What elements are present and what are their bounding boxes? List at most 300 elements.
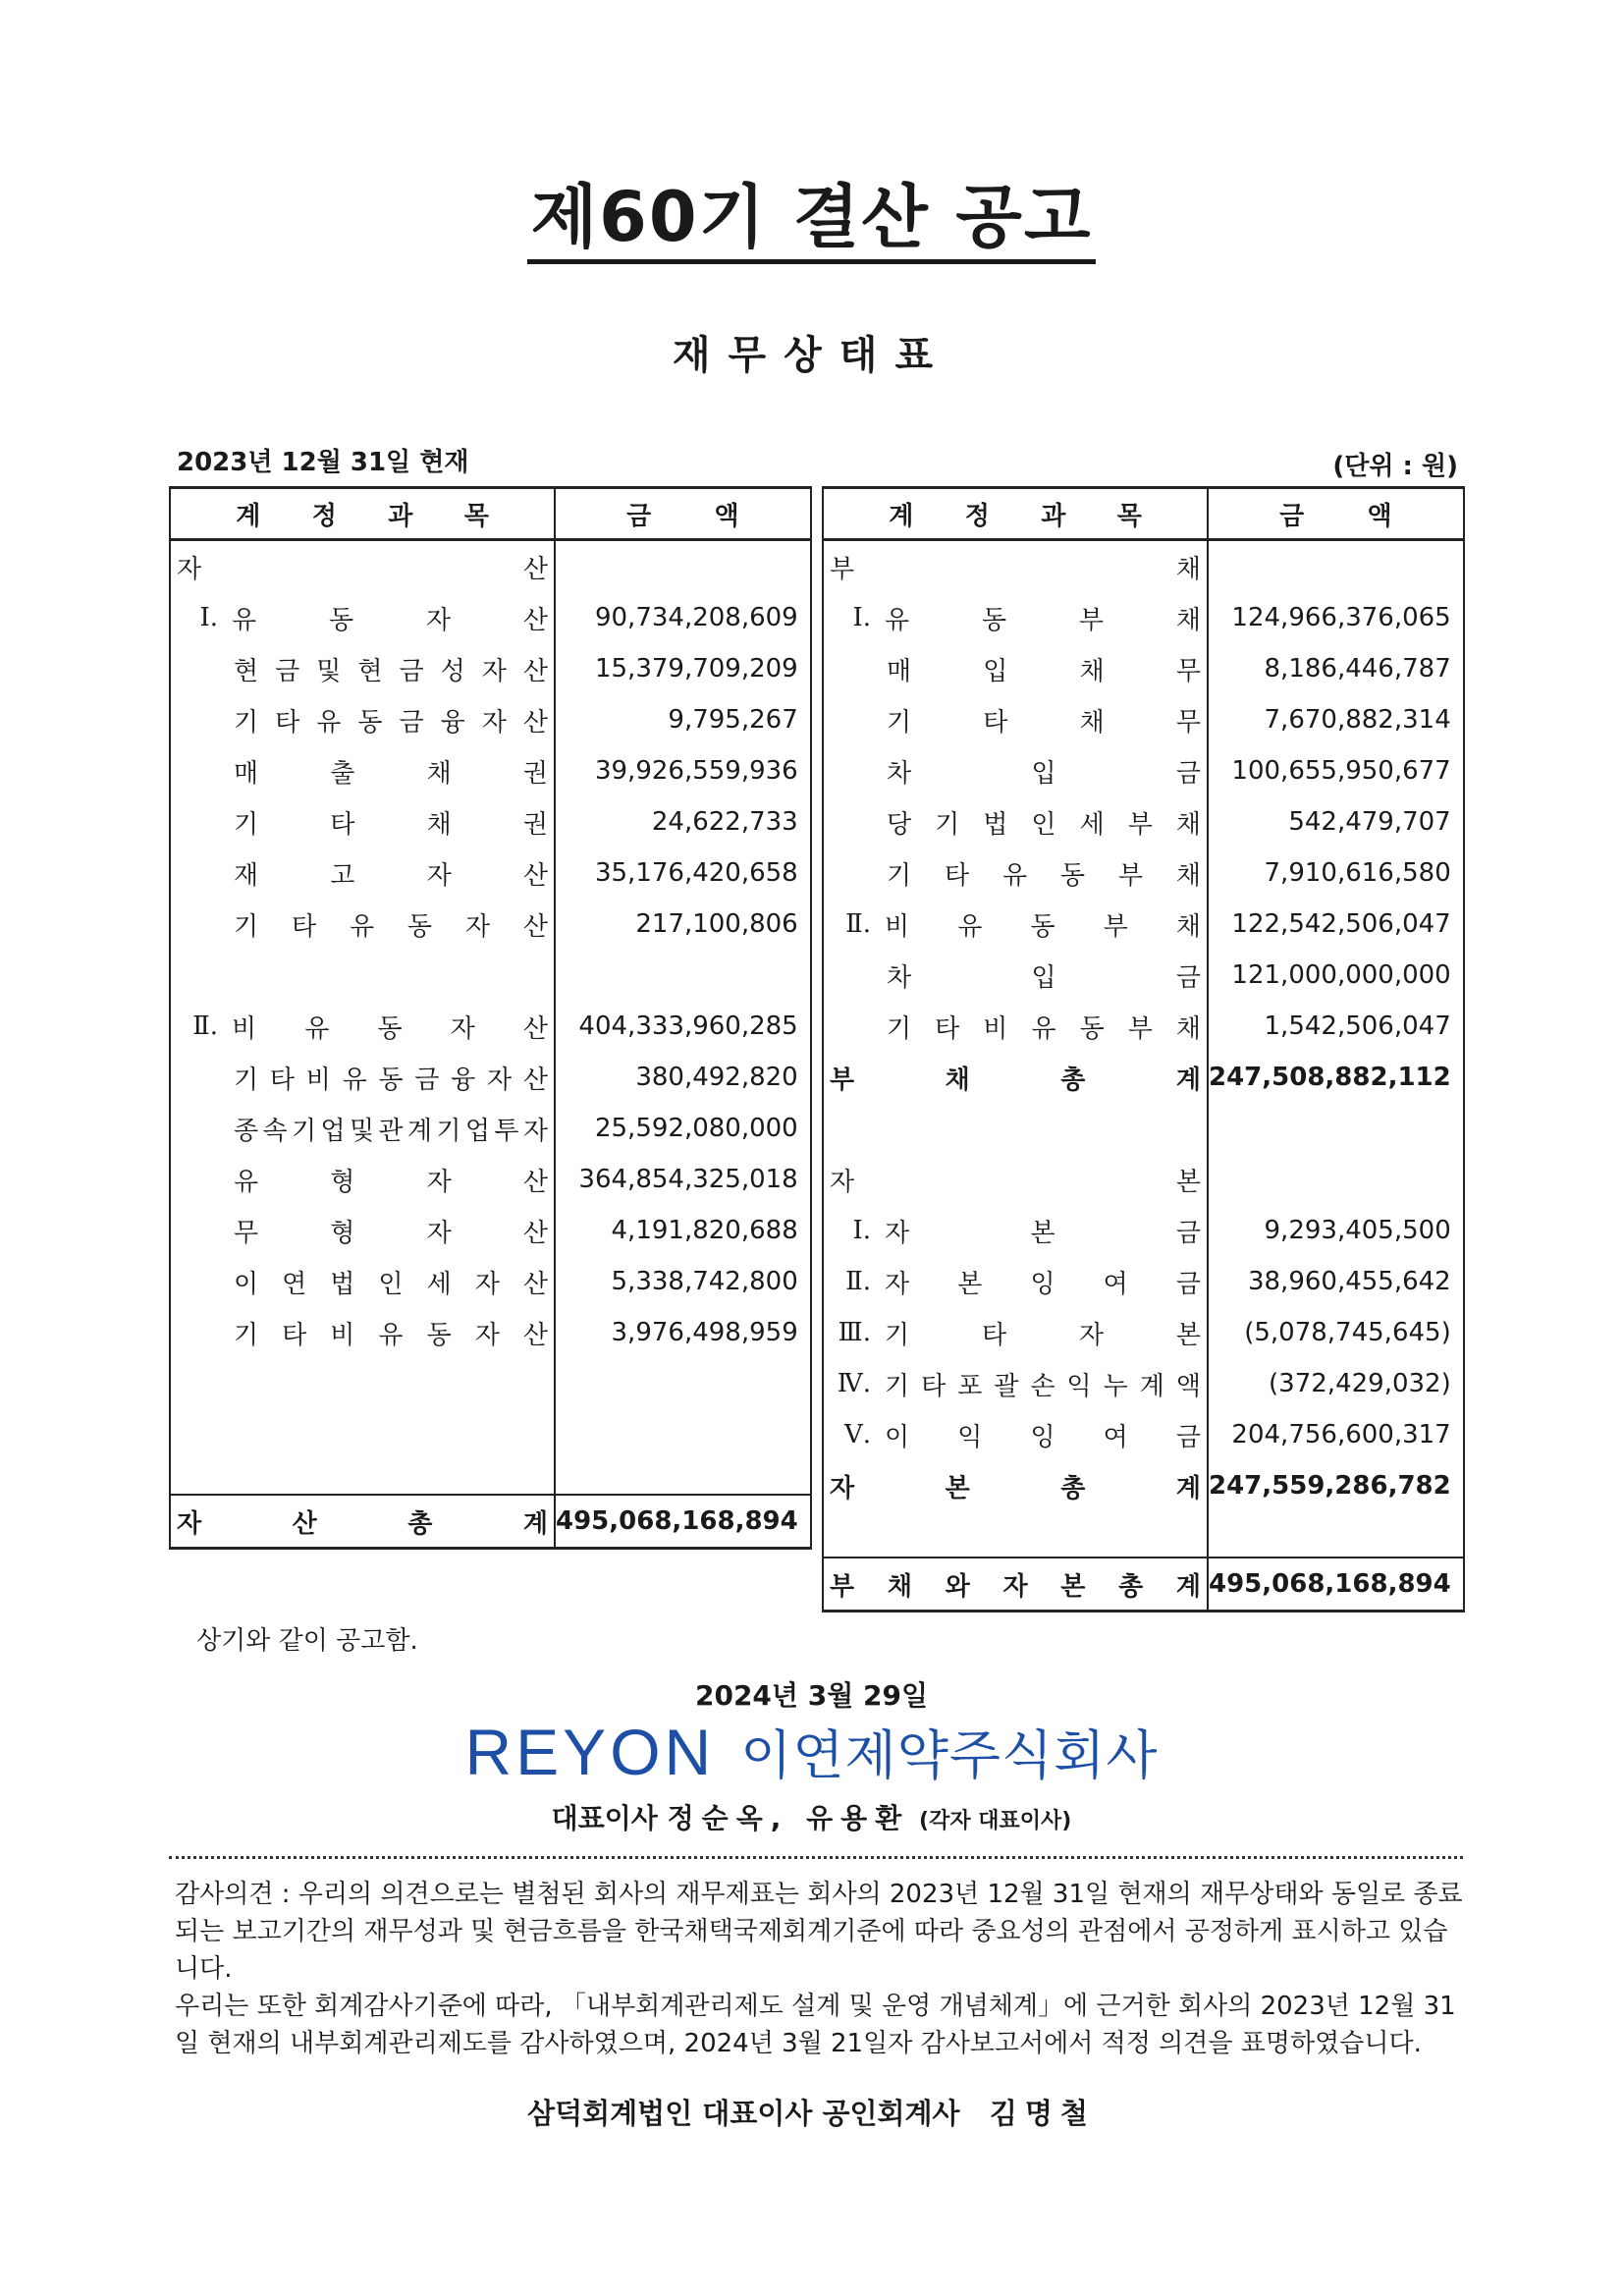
label-char: 산: [522, 1218, 548, 1248]
account-label: [226, 651, 554, 687]
account-cell: [170, 899, 555, 950]
section-label: [824, 1566, 1207, 1603]
audit-opinion-paragraph: 감사의견 : 우리의 의견으로는 별첨된 회사의 재무제표는 회사의 2023년 12월 31일 현재의 재무상태와 동일로 종료되는 보고기간의 재무성과 및 현금흐름을 한국채택국제회계기준에 따라 중요성의 관점에서 공정하게 표시하고 있습니다.: [175, 1880, 1463, 1984]
table-row: [170, 643, 811, 694]
label-char: 계: [889, 501, 914, 531]
table-row: [170, 694, 811, 745]
label-char: 채: [1175, 554, 1201, 584]
dotted-divider: [169, 1856, 1463, 1859]
auditor-firm: 삼덕회계법인 대표이사 공인회계사: [527, 2097, 960, 2130]
amount-cell: [555, 540, 811, 593]
label-char: 타: [291, 911, 317, 942]
amount-cell: 15,379,709,209: [555, 643, 811, 694]
label-char: 채: [945, 1065, 970, 1095]
label-char: 부: [1127, 809, 1153, 840]
label-char: 유: [304, 1013, 330, 1044]
label-char: 융: [440, 707, 465, 738]
account-label: [879, 600, 1207, 636]
account-cell: [170, 1154, 555, 1205]
amount-cell: 38,960,455,642: [1208, 1256, 1464, 1307]
account-label: [226, 1162, 554, 1198]
label-char: 동: [1030, 911, 1055, 942]
label-char: 유: [378, 1320, 404, 1350]
label-char: 타: [944, 860, 970, 891]
label-char: 현: [357, 656, 383, 686]
account-label: [226, 804, 554, 841]
item-number: Ⅳ.: [837, 1369, 871, 1398]
account-label: [226, 600, 554, 636]
label-char: 동: [328, 605, 354, 635]
amount-cell: 364,854,325,018: [555, 1154, 811, 1205]
label-char: 기: [887, 1013, 912, 1044]
table-row: [823, 1511, 1464, 1558]
liabilities-equity-table: [822, 486, 1465, 1613]
reyon-logo: REYON: [464, 1715, 716, 1788]
amount-cell: 90,734,208,609: [555, 592, 811, 643]
table-row: [170, 592, 811, 643]
account-cell: [823, 1460, 1208, 1511]
table-row: [170, 847, 811, 899]
amount-cell: [555, 1449, 811, 1495]
section-label: [171, 1503, 554, 1540]
label-char: 부: [830, 1571, 855, 1602]
label-char: 자: [1078, 1320, 1105, 1350]
label-char: 기: [436, 1116, 461, 1146]
label-char: 연: [282, 1269, 307, 1299]
account-label: [879, 753, 1207, 790]
label-char: 기: [885, 1320, 910, 1350]
label-char: 본: [1060, 1571, 1086, 1602]
account-cell: [170, 1256, 555, 1307]
label-char: 비: [305, 1065, 331, 1095]
label-char: 기: [887, 707, 912, 738]
account-cell: [170, 1358, 555, 1403]
label-char: 금: [1175, 1218, 1201, 1248]
amount-cell: 8,186,446,787: [1208, 643, 1464, 694]
amount-cell: 5,338,742,800: [555, 1256, 811, 1307]
label-char: 타: [275, 707, 300, 738]
label-char: 자: [474, 1269, 500, 1299]
label-char: 금: [626, 501, 652, 531]
account-label: [226, 1111, 554, 1147]
label-char: 무: [1175, 707, 1201, 738]
amount-cell: [1208, 1511, 1464, 1558]
label-char: 비: [330, 1320, 355, 1350]
label-char: 기: [885, 1371, 910, 1401]
label-char: 익: [1066, 1371, 1092, 1401]
account-label: [879, 1366, 1207, 1402]
label-char: 세: [426, 1269, 452, 1299]
amount-cell: 121,000,000,000: [1208, 950, 1464, 1001]
label-char: 금: [1175, 1422, 1201, 1452]
account-cell: [170, 1403, 555, 1449]
account-cell: [170, 694, 555, 745]
label-char: 여: [1103, 1422, 1128, 1452]
label-char: 고: [330, 860, 355, 891]
table-row: [823, 1358, 1464, 1409]
account-label: [226, 855, 554, 892]
table-row: [823, 1307, 1464, 1358]
header-amount: [556, 496, 810, 532]
label-char: 금: [414, 1065, 440, 1095]
account-cell: [823, 899, 1208, 950]
label-char: 유: [885, 605, 910, 635]
label-char: 본: [957, 1269, 983, 1299]
table-header: [170, 488, 811, 540]
label-char: 유: [342, 1065, 367, 1095]
label-char: 세: [1079, 809, 1105, 840]
label-char: 타: [983, 707, 1008, 738]
label-char: 관: [378, 1116, 404, 1146]
label-char: 업: [464, 1116, 490, 1146]
audit-opinion: [175, 1876, 1471, 2062]
account-label: [226, 1009, 554, 1045]
as-of-date: 2023년 12월 31일 현재: [177, 448, 469, 477]
label-char: 동: [1079, 1013, 1105, 1044]
table-row: [823, 1154, 1464, 1205]
account-cell: [823, 592, 1208, 643]
account-cell: [823, 1307, 1208, 1358]
label-char: 채: [1175, 605, 1201, 635]
account-label: [879, 1264, 1207, 1300]
table-row: [823, 643, 1464, 694]
label-char: 기: [234, 1065, 259, 1095]
amount-cell: (372,429,032): [1208, 1358, 1464, 1409]
audit-opinion-paragraph: 우리는 또한 회계감사기준에 따라, 「내부회계관리제도 설계 및 운영 개념체계」에 근거한 회사의 2023년 12월 31일 현재의 내부회계관리제도를 감사하였으며, 2024년 3월 21일자 감사보고서에서 적정 의견을 표명하였습니다.: [175, 1992, 1456, 2058]
label-char: 본: [945, 1473, 970, 1503]
label-char: 권: [522, 758, 548, 789]
label-char: 기: [234, 809, 259, 840]
account-cell: [170, 796, 555, 847]
label-char: 부: [1078, 605, 1105, 635]
label-char: 산: [522, 1013, 548, 1044]
label-char: 채: [1175, 1013, 1201, 1044]
item-number: Ⅰ.: [852, 603, 871, 632]
label-char: 채: [426, 758, 452, 789]
account-label: [226, 753, 554, 790]
label-char: 산: [522, 554, 548, 584]
label-char: 목: [1116, 501, 1142, 531]
label-char: 금: [1175, 758, 1201, 789]
statement-title: 재무상태표: [672, 333, 951, 378]
label-char: 목: [463, 501, 489, 531]
table-row: [823, 847, 1464, 899]
label-char: 재: [234, 860, 259, 891]
account-cell: [823, 1558, 1208, 1612]
amount-cell: 7,670,882,314: [1208, 694, 1464, 745]
header-account: [171, 496, 554, 532]
account-label: [879, 957, 1207, 994]
label-char: 총: [407, 1508, 433, 1539]
amount-cell: [555, 1403, 811, 1449]
label-char: 자: [481, 656, 507, 686]
amount-cell: 247,508,882,112: [1208, 1052, 1464, 1103]
label-char: 채: [1175, 809, 1201, 840]
label-char: 법: [330, 1269, 355, 1299]
label-char: 산: [522, 911, 548, 942]
amount-cell: (5,078,745,645): [1208, 1307, 1464, 1358]
label-char: 입: [1031, 758, 1056, 789]
label-char: 포: [957, 1371, 983, 1401]
item-number: Ⅱ.: [845, 909, 871, 939]
table-row: [170, 1256, 811, 1307]
label-char: 산: [522, 1065, 548, 1095]
label-char: 동: [378, 1065, 404, 1095]
account-label: [226, 906, 554, 943]
label-char: 입: [1031, 962, 1056, 993]
account-cell: [823, 950, 1208, 1001]
amount-cell: [1208, 540, 1464, 593]
item-number: Ⅴ.: [843, 1420, 871, 1449]
label-char: 타: [981, 1320, 1007, 1350]
account-label: [879, 804, 1207, 841]
account-label: [879, 1417, 1207, 1453]
item-number: Ⅱ.: [192, 1011, 218, 1041]
label-char: 괄: [994, 1371, 1019, 1401]
label-char: 계: [1139, 1371, 1164, 1401]
label-char: 및: [349, 1116, 375, 1146]
label-char: 타: [935, 1013, 960, 1044]
amount-cell: 404,333,960,285: [555, 1001, 811, 1052]
account-cell: [170, 540, 555, 593]
label-char: 타: [269, 1065, 295, 1095]
account-label: [226, 1213, 554, 1249]
account-cell: [170, 745, 555, 796]
amount-cell: 4,191,820,688: [555, 1205, 811, 1256]
label-char: 차: [887, 962, 912, 993]
label-char: 자: [425, 605, 452, 635]
label-char: 산: [522, 860, 548, 891]
label-char: 유: [957, 911, 983, 942]
label-char: 채: [426, 809, 452, 840]
amount-cell: 9,795,267: [555, 694, 811, 745]
item-number: Ⅲ.: [838, 1318, 871, 1347]
table-row: [170, 950, 811, 1001]
label-char: 과: [1041, 501, 1066, 531]
account-cell: [823, 745, 1208, 796]
label-char: 및: [316, 656, 342, 686]
label-char: 업: [320, 1116, 346, 1146]
amount-cell: 3,976,498,959: [555, 1307, 811, 1358]
amount-cell: 24,622,733: [555, 796, 811, 847]
label-char: 여: [1103, 1269, 1128, 1299]
account-cell: [170, 1307, 555, 1358]
label-char: 액: [1175, 1371, 1201, 1401]
account-label: [879, 855, 1207, 892]
label-char: 계: [1175, 1065, 1201, 1095]
label-char: 채: [887, 1571, 912, 1602]
table-row: [823, 1409, 1464, 1460]
auditor-name: 김명철: [989, 2097, 1096, 2130]
amount-cell: 380,492,820: [555, 1052, 811, 1103]
label-char: 산: [522, 1167, 548, 1197]
label-char: 무: [234, 1218, 259, 1248]
label-char: 산: [522, 1320, 548, 1350]
label-char: 계: [236, 501, 261, 531]
label-char: 유: [232, 605, 257, 635]
label-char: 비: [885, 911, 910, 942]
label-char: 금: [275, 656, 300, 686]
table-row: [823, 1558, 1464, 1612]
section-label: [171, 549, 554, 585]
account-cell: [823, 643, 1208, 694]
label-char: 자: [474, 1320, 500, 1350]
item-number: Ⅰ.: [852, 1216, 871, 1245]
item-number: Ⅰ.: [199, 603, 218, 632]
account-label: [226, 1264, 554, 1300]
amount-cell: 204,756,600,317: [1208, 1409, 1464, 1460]
table-row: [170, 899, 811, 950]
amount-cell: [555, 950, 811, 1001]
label-char: 자: [177, 1508, 202, 1539]
label-char: 총: [1060, 1473, 1086, 1503]
table-row: [823, 1460, 1464, 1511]
auditor-line: [0, 2092, 1623, 2132]
ceo-title: 대표이사: [551, 1802, 658, 1834]
account-cell: [170, 1001, 555, 1052]
label-char: 자: [450, 1013, 475, 1044]
account-cell: [170, 1103, 555, 1154]
label-char: 본: [1030, 1218, 1055, 1248]
label-char: 종: [234, 1116, 259, 1146]
label-char: 비: [232, 1013, 257, 1044]
label-char: 투: [494, 1116, 519, 1146]
label-char: 동: [406, 911, 433, 942]
header-account: [824, 496, 1207, 532]
label-char: 기: [234, 911, 259, 942]
table-row: [823, 745, 1464, 796]
amount-cell: [1208, 1154, 1464, 1205]
label-char: 성: [440, 656, 465, 686]
section-label: [824, 549, 1207, 585]
label-char: 채: [1079, 707, 1105, 738]
label-char: 금: [399, 656, 424, 686]
label-char: 부: [1127, 1013, 1153, 1044]
label-char: 타: [330, 809, 355, 840]
account-label: [879, 1213, 1207, 1249]
amount-cell: 542,479,707: [1208, 796, 1464, 847]
account-cell: [823, 694, 1208, 745]
label-char: 금: [399, 707, 424, 738]
account-label: [879, 906, 1207, 943]
label-char: 금: [1279, 501, 1305, 531]
account-cell: [823, 796, 1208, 847]
ceo-note: (각자 대표이사): [919, 1809, 1072, 1833]
account-cell: [823, 1256, 1208, 1307]
label-char: 속: [262, 1116, 288, 1146]
label-char: 부: [1117, 860, 1143, 891]
amount-cell: 495,068,168,894: [555, 1495, 811, 1549]
table-row: [170, 1154, 811, 1205]
amount-cell: 25,592,080,000: [555, 1103, 811, 1154]
account-cell: [170, 847, 555, 899]
section-label: [824, 1162, 1207, 1198]
account-cell: [823, 540, 1208, 593]
label-char: 차: [887, 758, 912, 789]
account-cell: [823, 1409, 1208, 1460]
table-row: [823, 694, 1464, 745]
section-label: [824, 1468, 1207, 1504]
label-char: 입: [983, 656, 1008, 686]
label-char: 기: [887, 860, 912, 891]
account-cell: [823, 1052, 1208, 1103]
table-row: [170, 1403, 811, 1449]
table-row: [823, 1103, 1464, 1154]
amount-cell: 1,542,506,047: [1208, 1001, 1464, 1052]
table-row: [823, 1001, 1464, 1052]
label-char: 유: [1001, 860, 1028, 891]
label-char: 채: [1175, 911, 1201, 942]
account-cell: [823, 1511, 1208, 1558]
label-char: 매: [234, 758, 259, 789]
account-cell: [823, 1358, 1208, 1409]
label-char: 매: [887, 656, 912, 686]
ceo-line: [0, 1797, 1623, 1836]
label-char: 총: [1060, 1065, 1086, 1095]
amount-cell: 9,293,405,500: [1208, 1205, 1464, 1256]
label-char: 계: [1175, 1571, 1201, 1602]
label-char: 타: [921, 1371, 947, 1401]
label-char: 자: [464, 911, 490, 942]
amount-cell: 7,910,616,580: [1208, 847, 1464, 899]
table-row: [823, 950, 1464, 1001]
table-row: [170, 796, 811, 847]
account-cell: [170, 592, 555, 643]
label-char: 자: [177, 554, 202, 584]
section-label: [824, 1060, 1207, 1096]
account-label: [879, 1009, 1207, 1045]
header-amount: [1209, 496, 1463, 532]
table-row: [170, 540, 811, 593]
account-cell: [170, 1205, 555, 1256]
label-char: 자: [1002, 1571, 1028, 1602]
account-cell: [170, 643, 555, 694]
label-char: 자: [426, 1167, 452, 1197]
label-char: 손: [1030, 1371, 1055, 1401]
label-char: 잉: [1030, 1422, 1055, 1452]
label-char: 이: [234, 1269, 259, 1299]
account-cell: [170, 1052, 555, 1103]
label-char: 당: [887, 809, 912, 840]
account-cell: [823, 1205, 1208, 1256]
notice-text: 상기와 같이 공고함.: [196, 1626, 418, 1656]
table-row: [823, 1052, 1464, 1103]
amount-cell: [1208, 1103, 1464, 1154]
table-row: [823, 796, 1464, 847]
table-row: [170, 1495, 811, 1549]
amount-cell: [555, 1358, 811, 1403]
assets-table: [169, 486, 812, 1550]
label-char: 자: [830, 1473, 855, 1503]
account-label: [879, 702, 1207, 738]
label-char: 계: [1175, 1473, 1201, 1503]
amount-cell: 495,068,168,894: [1208, 1558, 1464, 1612]
label-char: 유: [316, 707, 342, 738]
table-row: [170, 1205, 811, 1256]
label-char: 부: [830, 554, 855, 584]
table-row: [823, 592, 1464, 643]
label-char: 총: [1118, 1571, 1144, 1602]
label-char: 부: [1103, 911, 1128, 942]
table-row: [170, 1052, 811, 1103]
label-char: 동: [357, 707, 383, 738]
label-char: 산: [522, 1269, 548, 1299]
amount-cell: 35,176,420,658: [555, 847, 811, 899]
label-char: 유: [234, 1167, 259, 1197]
amount-cell: 247,559,286,782: [1208, 1460, 1464, 1511]
label-char: 무: [1175, 656, 1201, 686]
label-char: 본: [1175, 1167, 1201, 1197]
